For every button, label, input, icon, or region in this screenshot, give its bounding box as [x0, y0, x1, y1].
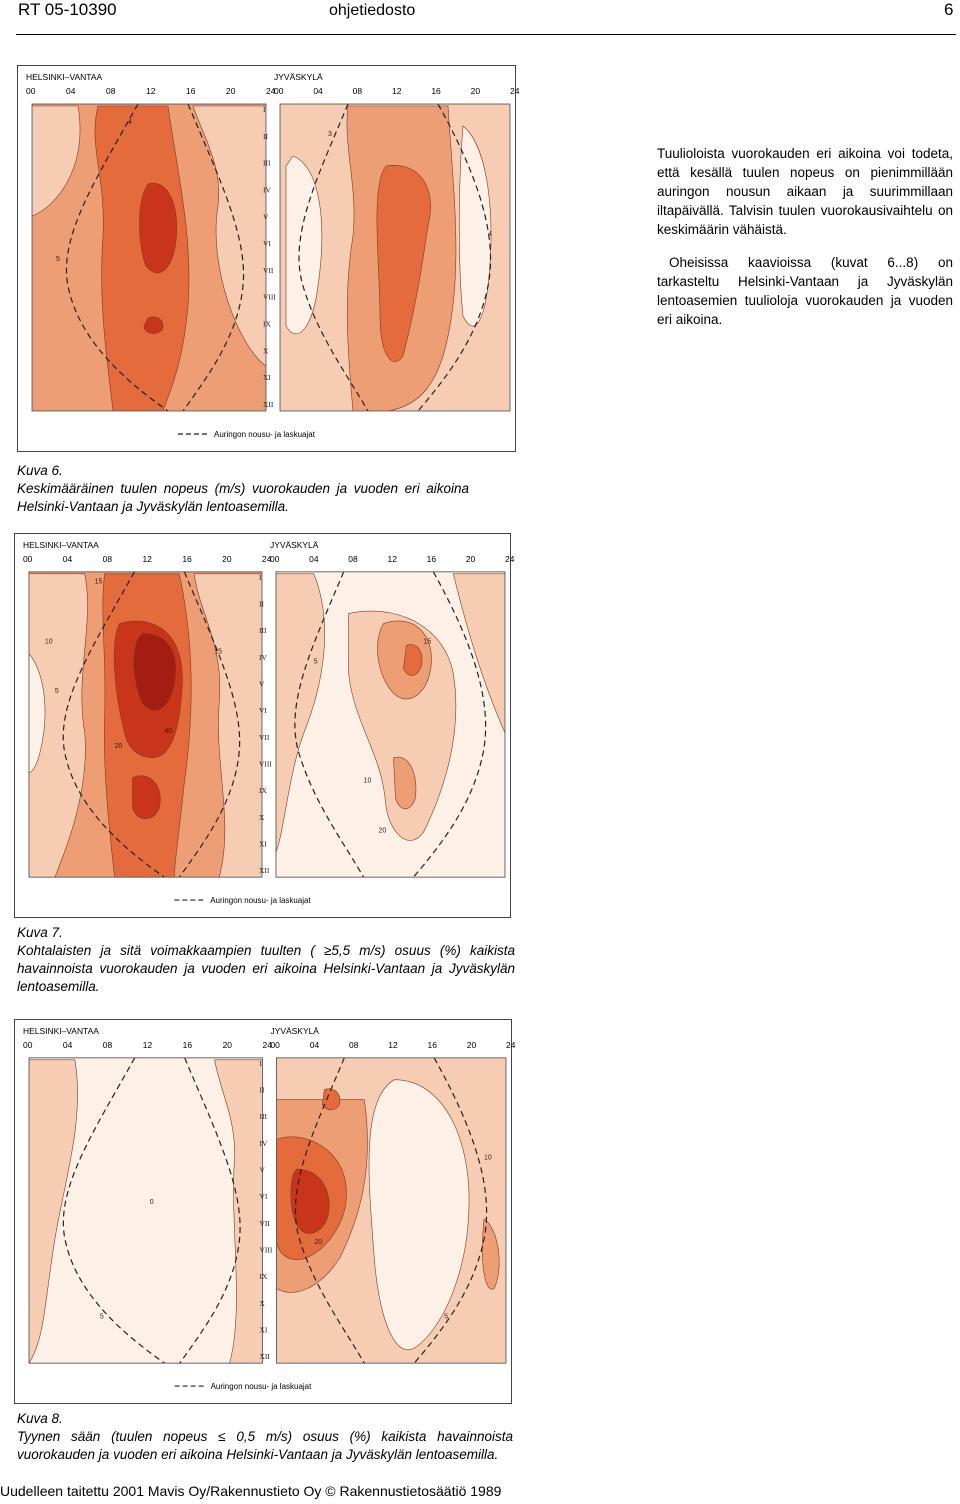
page-footer: Uudelleen taitettu 2001 Mavis Oy/Rakennustieto Oy © Rakennustietosäätiö 1989 [0, 1483, 502, 1499]
page-header [0, 0, 960, 36]
intro-paragraph-2: Oheisissa kaavioissa (kuvat 6...8) on tarkasteltu Helsinki-Vantaan ja Jyväskylän lentoasemien tuulioloja vuorokauden ja vuoden eri aikoina. [657, 255, 953, 327]
contour-label: 5 [54, 688, 59, 696]
hour-tick-label: 12 [142, 553, 152, 564]
month-label: IX [259, 786, 267, 796]
contour-label: 20 [378, 827, 387, 835]
month-label: VII [259, 732, 270, 742]
hour-tick-label: 00 [274, 86, 284, 96]
month-label: III [259, 1112, 267, 1122]
figure-7-label: Kuva 7. [17, 925, 63, 940]
contour-label: 4 [128, 119, 132, 126]
month-label: I [259, 572, 262, 582]
month-label: IX [263, 319, 271, 329]
month-label: VII [263, 265, 274, 275]
month-label: VI [259, 706, 267, 716]
hour-tick-label: 16 [431, 86, 441, 96]
hour-tick-label: 24 [505, 553, 515, 564]
figure-7 [14, 533, 515, 918]
legend-label: Auringon nousu- ja laskuajat [214, 430, 315, 439]
hour-tick-label: 04 [309, 1039, 320, 1050]
month-label: I [259, 1058, 263, 1068]
figure-8-caption-text: Tyynen sään (tuulen nopeus ≤ 0,5 m/s) osuus (%) kaikista havainnoista vuorokauden ja vuoden eri aikoina Helsinki-Vantaan ja Jyväskylän lentoasemilla. [17, 1429, 513, 1462]
hour-tick-label: 20 [466, 1039, 477, 1050]
month-label: XI [259, 1325, 268, 1335]
month-label: XII [263, 399, 274, 409]
hour-tick-label: 20 [222, 553, 232, 564]
hour-tick-label: 04 [66, 86, 76, 96]
hour-tick-label: 00 [22, 1039, 33, 1050]
station-title-jyvaskyla: JYVÄSKYLÄ [274, 72, 323, 82]
legend-label: Auringon nousu- ja laskuajat [210, 1382, 312, 1392]
hour-tick-label: 00 [270, 1039, 280, 1050]
document-code: RT 05-10390 [18, 0, 117, 19]
figure-6-label: Kuva 6. [17, 463, 63, 478]
hour-tick-label: 08 [102, 553, 113, 564]
figure-6-panel-jyvaskyla [280, 104, 510, 411]
month-label: X [263, 346, 269, 356]
figure-6-caption [17, 462, 469, 516]
hour-tick-label: 08 [348, 1039, 359, 1050]
hour-tick-label: 20 [465, 553, 476, 564]
figure-7-diagram [15, 534, 515, 917]
hour-tick-label: 00 [26, 86, 36, 96]
figure-7-panel-helsinki [29, 572, 262, 877]
month-label: II [263, 131, 268, 141]
month-label: IV [259, 652, 267, 662]
contour-label: 5 [56, 256, 60, 263]
hour-tick-label: 16 [182, 553, 192, 564]
intro-text [657, 144, 953, 343]
contour-label: 10 [363, 777, 372, 785]
month-label: XII [259, 1352, 270, 1362]
station-title-helsinki: HELSINKI–VANTAA [22, 1025, 99, 1036]
month-label: IX [259, 1272, 268, 1282]
figure-7-panel-jyvaskyla [276, 572, 505, 877]
hour-tick-label: 24 [506, 1039, 516, 1050]
month-label: IV [263, 185, 271, 195]
month-label: X [259, 812, 265, 822]
hour-tick-label: 16 [426, 553, 437, 564]
figure-6-caption-text: Keskimääräinen tuulen nopeus (m/s) vuorokauden ja vuoden eri aikoina Helsinki-Vantaan ja Jyväskylän lentoasemilla. [17, 481, 469, 514]
hour-tick-label: 08 [106, 86, 116, 96]
contour-label: 20 [114, 742, 123, 750]
month-label: VIII [259, 759, 272, 769]
month-label: VIII [259, 1245, 273, 1255]
month-label: II [259, 599, 264, 609]
hour-tick-label: 24 [266, 86, 276, 96]
month-label: V [259, 679, 265, 689]
hour-tick-label: 16 [427, 1039, 437, 1050]
page-number: 6 [944, 0, 954, 19]
month-label: III [259, 626, 267, 636]
figure-7-caption-text: Kohtalaisten ja sitä voimakkaampien tuulten ( ≥5,5 m/s) osuus (%) kaikista havainnoista vuorokauden ja vuoden eri aikoina Helsinki-Vantaan ja Jyväskylän lentoasemilla. [17, 943, 515, 994]
figure-7-contour-band [403, 645, 422, 676]
figure-6 [17, 65, 520, 452]
hour-tick-label: 12 [387, 553, 397, 564]
figure-8-panel-jyvaskyla [276, 1058, 506, 1363]
hour-tick-label: 12 [142, 1039, 153, 1050]
month-label: I [263, 105, 266, 114]
hour-tick-label: 12 [388, 1039, 398, 1050]
document-type: ohjetiedosto [329, 2, 416, 19]
month-label: II [259, 1085, 265, 1095]
month-label: IV [259, 1138, 268, 1148]
contour-label: 10 [484, 1154, 492, 1162]
hour-tick-label: 04 [313, 86, 323, 96]
hour-tick-label: 16 [186, 86, 196, 96]
contour-label: 5 [99, 1313, 104, 1321]
contour-label: 3 [328, 131, 332, 138]
month-label: XI [259, 839, 267, 849]
month-label: V [263, 212, 269, 222]
hour-tick-label: 04 [309, 553, 319, 564]
header-rule [16, 34, 956, 35]
month-label: XII [259, 866, 270, 876]
hour-tick-label: 04 [62, 553, 73, 564]
month-label: VI [259, 1192, 268, 1202]
hour-tick-label: 16 [182, 1039, 193, 1050]
hour-tick-label: 00 [22, 553, 33, 564]
figure-8-label: Kuva 8. [17, 1411, 63, 1426]
hour-tick-label: 04 [62, 1039, 73, 1050]
figure-8-panel-helsinki [29, 1058, 263, 1363]
hour-tick-label: 20 [470, 86, 481, 96]
month-label: VII [259, 1218, 270, 1228]
contour-label: 15 [94, 578, 103, 586]
figure-8-diagram [15, 1020, 516, 1403]
hour-tick-label: 24 [262, 1039, 272, 1050]
contour-label: 40 [164, 727, 173, 735]
figure-8 [14, 1019, 516, 1404]
figure-6-contour-band [95, 106, 189, 411]
hour-tick-label: 12 [146, 86, 156, 96]
hour-tick-label: 00 [269, 553, 280, 564]
month-label: VI [263, 239, 271, 249]
month-label: III [263, 158, 271, 168]
intro-paragraph-1: Tuulioloista vuorokauden eri aikoina voi todeta, että kesällä tuulen nopeus on pienimmillään auringon nousun aikaan ja suurimmillaan iltapäivällä. Talvisin tuulen vuorokausivaihtelu on keskimäärin vähäistä. [657, 146, 953, 237]
figure-6-diagram [18, 66, 520, 451]
month-label: XI [263, 373, 271, 383]
figure-8-caption [17, 1410, 513, 1464]
contour-label: 0 [149, 1199, 154, 1207]
figure-7-caption [17, 924, 515, 996]
station-title-jyvaskyla: JYVÄSKYLÄ [269, 539, 319, 550]
hour-tick-label: 24 [510, 86, 520, 96]
hour-tick-label: 08 [352, 86, 363, 96]
contour-label: 5 [444, 1313, 449, 1321]
contour-label: 15 [214, 648, 222, 656]
contour-label: 10 [44, 638, 53, 646]
hour-tick-label: 08 [102, 1039, 113, 1050]
figure-6-panel-helsinki [32, 104, 266, 411]
contour-label: 20 [314, 1238, 323, 1246]
month-label: X [259, 1298, 265, 1308]
contour-label: 4 [488, 231, 492, 238]
hour-tick-label: 08 [348, 553, 358, 564]
hour-tick-label: 12 [392, 86, 402, 96]
hour-tick-label: 20 [222, 1039, 233, 1050]
hour-tick-label: 24 [262, 553, 272, 564]
station-title-helsinki: HELSINKI–VANTAA [26, 72, 103, 82]
contour-label: 5 [313, 658, 318, 666]
contour-label: 15 [423, 638, 432, 646]
station-title-jyvaskyla: JYVÄSKYLÄ [270, 1025, 319, 1036]
month-label: V [259, 1165, 265, 1175]
station-title-helsinki: HELSINKI–VANTAA [22, 539, 99, 550]
legend-label: Auringon nousu- ja laskuajat [210, 896, 311, 906]
month-label: VIII [263, 292, 276, 302]
hour-tick-label: 20 [226, 86, 236, 96]
